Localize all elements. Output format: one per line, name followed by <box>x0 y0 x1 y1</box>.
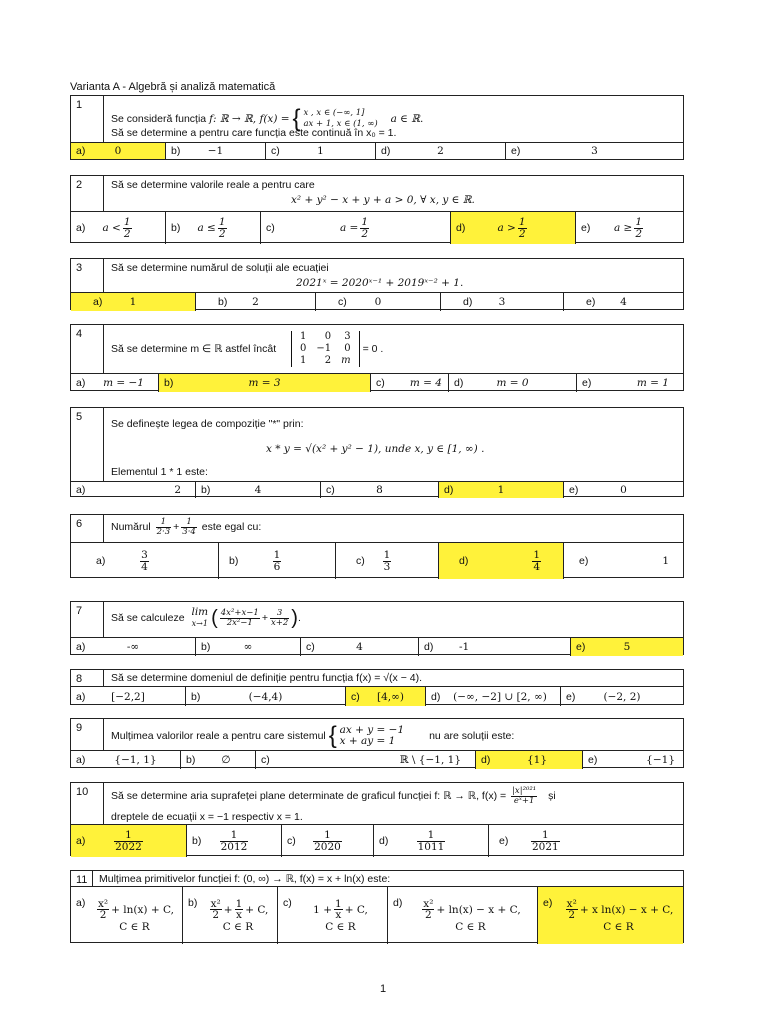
option-e[interactable]: e) a ≥ $\frac{1}{2}$ <box>581 216 643 240</box>
function-definition: f: ℝ → ℝ, f(x) = <box>209 112 290 125</box>
option-c[interactable]: c) a = $\frac{1}{2}$ <box>261 212 451 244</box>
brace-symbol: { <box>292 105 301 132</box>
option-c[interactable]: c) 4 <box>301 638 419 656</box>
option-a[interactable]: a) $\frac{3}{4}$ <box>71 543 219 579</box>
option-b[interactable]: b) (−4,4) <box>186 687 346 706</box>
problem-text: și <box>548 789 556 802</box>
problem-text: Mulțimea primitivelor funcției f: (0, ∞) → ℝ, f(x) = x + ln(x) este: <box>99 873 391 885</box>
equation: x * y = √(x² + y² − 1), unde x, y ∈ [1, ∞) . <box>266 443 485 455</box>
problem-number: 1 <box>71 96 104 142</box>
option-b[interactable]: b) $\frac{1}{6}$ <box>219 543 336 579</box>
option-b[interactable]: b) ∞ <box>196 638 301 656</box>
option-b[interactable]: b) $\frac{1}{2012}$ <box>187 825 282 857</box>
option-d[interactable]: d) $\frac{1}{1011}$ <box>374 825 489 857</box>
option-e[interactable]: e) $\frac{1}{2021}$ <box>499 829 559 853</box>
problem-number: 2 <box>71 176 104 211</box>
option-c[interactable]: c) 0 <box>316 293 441 311</box>
option-b[interactable]: b) $\frac{\text{x²}}{2}$ + $\frac{1}{x}$ + C, C ∈ R <box>183 887 278 944</box>
option-c[interactable]: c) 1 <box>266 143 376 159</box>
option-a[interactable]: a) 0 <box>71 143 166 159</box>
problem-text: Să se determine valorile reale a pentru care <box>111 179 315 191</box>
problem-text: nu are soluții este: <box>429 729 515 742</box>
problem-text: Numărul <box>111 520 151 533</box>
problem-text: Să se determine aria suprafeței plane determinate de graficul funcției f: ℝ → ℝ, f(x) = <box>111 789 507 802</box>
option-e[interactable]: e) 5 <box>571 638 683 656</box>
option-d[interactable]: d) (−∞, −2] ∪ [2, ∞) <box>426 687 561 706</box>
option-b[interactable]: b) m = 3 <box>159 374 371 392</box>
case-line: ax + 1, x ∈ (1, ∞) <box>303 119 378 129</box>
problem-number: 7 <box>71 602 104 637</box>
problem-text: Se definește legea de compoziție "*" prin: <box>111 418 304 430</box>
option-e[interactable]: e) 1 <box>579 555 669 567</box>
option-e[interactable]: e) (−2, 2) <box>566 690 641 703</box>
option-d[interactable]: d) 2 <box>376 143 506 159</box>
problem-text: Să se calculeze <box>111 611 185 624</box>
option-b[interactable]: b) a ≤ $\frac{1}{2}$ <box>166 212 261 244</box>
option-a[interactable]: a) [−2,2] <box>71 687 186 706</box>
option-a[interactable]: a) m = −1 <box>71 374 159 392</box>
condition-text: a ∈ ℝ. <box>390 112 424 125</box>
option-a[interactable]: a) {−1, 1} <box>71 751 181 769</box>
problem-11 <box>70 870 684 943</box>
limit-subscript: x→1 <box>191 619 208 628</box>
problem-number: 11 <box>71 871 93 886</box>
problem-number: 4 <box>71 325 104 373</box>
equation-tail: = 0 . <box>362 342 384 355</box>
page-number: 1 <box>380 983 387 995</box>
problem-7: 7 Să se calculeze lim x→1 ( $\frac{\text{4x²+x−1}}{\text{2x²−1}}$ + $\frac{3}{x+2}$ ). a) -∞ b) ∞ c) 4 d) -1 e) 5 <box>70 601 684 655</box>
problem-number: 3 <box>71 259 104 292</box>
option-a[interactable]: a) a < $\frac{1}{2}$ <box>71 212 166 244</box>
option-e[interactable]: e) m = 1 <box>582 377 669 389</box>
problem-text: Mulțimea valorilor reale a pentru care sistemul <box>111 729 326 742</box>
problem-4 <box>70 324 684 391</box>
problem-text: Să se determine m ∈ ℝ astfel încât <box>111 342 277 355</box>
system-line: ax + y = −1 <box>339 724 405 736</box>
option-e[interactable]: e) {−1} <box>588 754 675 766</box>
option-e[interactable]: e) 0 <box>569 484 627 496</box>
option-e[interactable]: e) 3 <box>511 145 598 157</box>
option-c[interactable]: c) m = 4 <box>371 374 449 392</box>
option-a[interactable]: a) $\frac{1}{2022}$ <box>71 825 187 857</box>
problem-number: 6 <box>71 515 104 542</box>
option-c[interactable]: c) [4,∞) <box>346 687 426 706</box>
problem-2 <box>70 175 684 243</box>
problem-8 <box>70 669 684 705</box>
determinant-matrix: 1 0 3 0 −1 0 1 2 m <box>291 331 360 367</box>
problem-number: 9 <box>71 719 104 750</box>
option-d[interactable]: d) a > $\frac{1}{2}$ <box>451 212 576 244</box>
problem-6: 6 Numărul $\frac{1}{2\cdot 3}$ + $\frac{1}{3\cdot 4}$ este egal cu: a) $\frac{3}{4}$ b) $\frac{1}{6}$ c) $\frac{1}{3}$ d) $\frac{1}{4}$ e) 1 <box>70 514 684 578</box>
problem-text: Să se determine numărul de soluții ale ecuației <box>111 262 329 274</box>
problem-number: 10 <box>71 783 104 824</box>
problem-text: Elementul 1 * 1 este: <box>111 466 208 478</box>
problem-number: 5 <box>71 408 104 481</box>
option-b[interactable]: b) ∅ <box>181 751 256 769</box>
equation: x² + y² − x + y + a > 0, ∀ x, y ∈ ℝ. <box>291 194 475 206</box>
option-c[interactable]: c) $\frac{1}{2020}$ <box>282 825 374 857</box>
limit-symbol: lim <box>191 606 209 618</box>
option-d[interactable]: d) m = 0 <box>449 374 577 392</box>
problem-text: Să se determine domeniul de definiție pentru funcția f(x) = √(x − 4). <box>111 672 423 684</box>
option-d[interactable]: d) 1 <box>439 482 564 498</box>
option-a[interactable]: a) 1 <box>71 293 196 311</box>
problem-3 <box>70 258 684 310</box>
problem-5 <box>70 407 684 497</box>
problem-number: 8 <box>71 670 104 686</box>
option-b[interactable]: b) −1 <box>166 143 266 159</box>
case-line: x , x ∈ (−∞, 1] <box>303 108 365 118</box>
option-d[interactable]: d) {1} <box>476 751 583 769</box>
option-d[interactable]: d) -1 <box>419 638 571 656</box>
option-c[interactable]: c) ℝ \ {−1, 1} <box>256 751 476 769</box>
option-b[interactable]: b) 4 <box>196 482 321 498</box>
problem-10: 10 Să se determine aria suprafeței plane determinate de graficul funcției f: ℝ → ℝ, f(x) = $\frac{\text{|x|²⁰²¹}}{\text{eˣ+1}}$ și dreptele de ecuații x = −1 respectiv x = 1. a) $\frac{1}{2022}$ b) $\frac{1}{2012}$ c) $\frac{1}{2020}$ d) $\frac{1}{1011}$ e) $\frac{1}{2021}$ <box>70 782 684 856</box>
option-d[interactable]: d) $\frac{1}{4}$ <box>439 543 564 579</box>
option-d[interactable]: d) 3 <box>441 293 564 311</box>
option-d[interactable]: d) $\frac{\text{x²}}{2}$ + ln(x) − x + C, C ∈ R <box>388 887 538 944</box>
problem-1 <box>70 95 684 160</box>
equation: 2021ˣ = 2020ˣ⁻¹ + 2019ˣ⁻² + 1. <box>296 277 464 289</box>
problem-9: 9 Mulțimea valorilor reale a pentru care sistemul { ax + y = −1 x + ay = 1 nu are soluții este: a) {−1, 1} b) ∅ c) ℝ \ {−1, 1} d) {1} e) {−1} <box>70 718 684 768</box>
option-c[interactable]: c) $\frac{1}{3}$ <box>336 543 439 579</box>
option-c[interactable]: c) 1 + $\frac{1}{x}$ + C, C ∈ R <box>278 887 388 944</box>
problem-text: Se consideră funcția <box>111 112 207 125</box>
page-title: Varianta A - Algebră și analiză matematică <box>70 81 276 93</box>
option-e[interactable]: e) $\frac{\text{x²}}{2}$ + x ln(x) − x + C, C ∈ R <box>538 887 683 944</box>
problem-text: este egal cu: <box>201 520 262 533</box>
option-a[interactable]: a) 2 <box>71 482 196 498</box>
option-e[interactable]: e) 4 <box>586 296 627 308</box>
option-b[interactable]: b) 2 <box>196 293 316 311</box>
option-a[interactable]: a) -∞ <box>71 638 196 656</box>
option-c[interactable]: c) 8 <box>321 482 439 498</box>
system-line: x + ay = 1 <box>339 735 396 747</box>
option-a[interactable]: a) $\frac{\text{x²}}{2}$ + ln(x) + C, C ∈ R <box>71 887 183 944</box>
problem-text: dreptele de ecuații x = −1 respectiv x = 1. <box>111 811 303 823</box>
problem-text: Să se determine a pentru care funcția este continuă în x₀ = 1. <box>111 127 397 139</box>
